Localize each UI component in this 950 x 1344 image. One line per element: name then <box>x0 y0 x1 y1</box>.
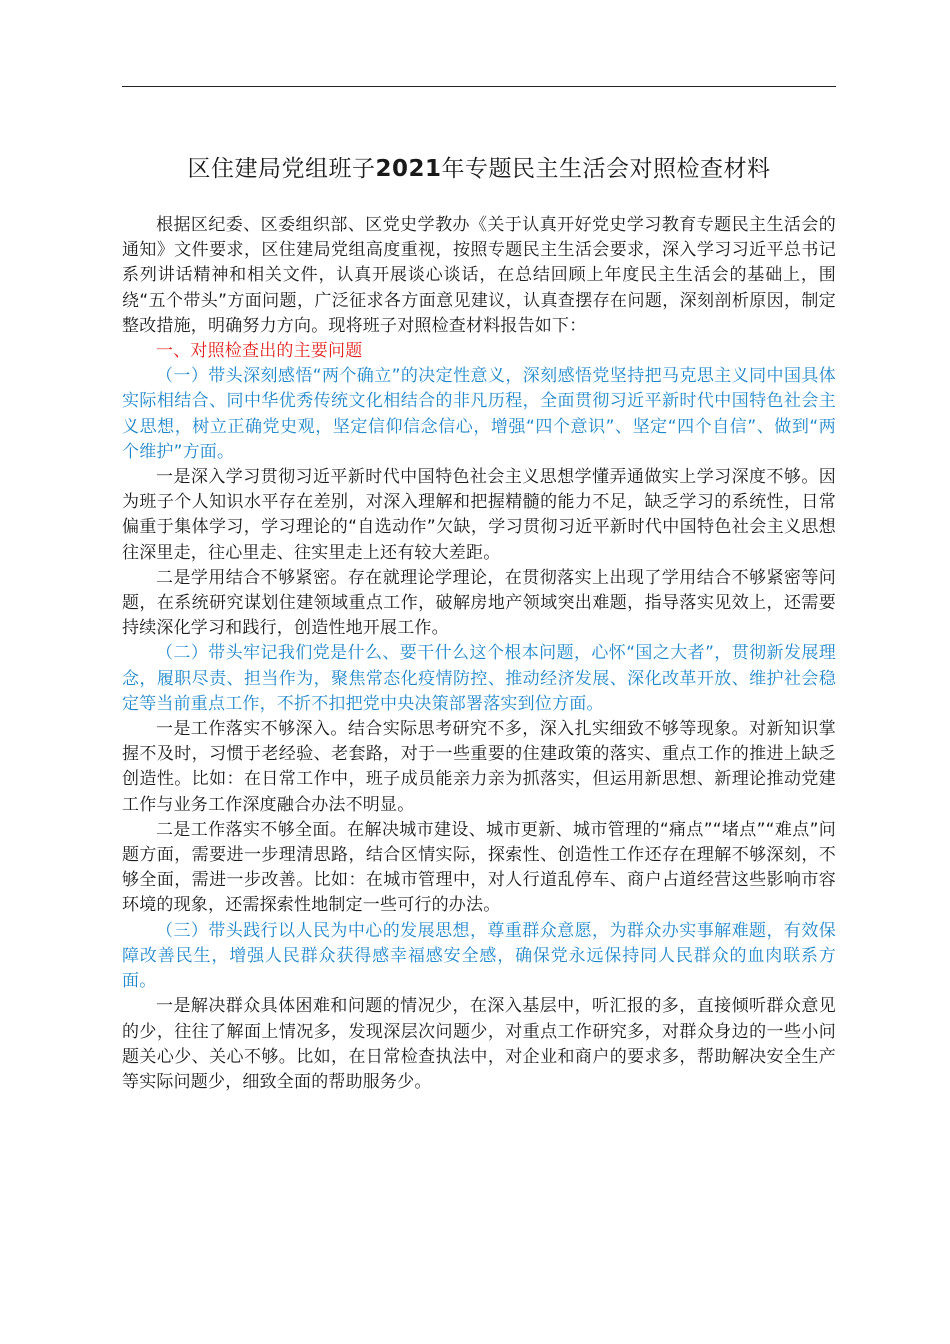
document-title <box>122 152 836 186</box>
header-rule <box>122 86 836 87</box>
title-suffix: 年专题民主生活会对照检查材料 <box>441 156 771 182</box>
document-body <box>122 213 836 1095</box>
paragraph-1-2: 二是学用结合不够紧密。存在就理论学理论，在贯彻落实上出现了学用结合不够紧密等问题，在系统研究谋划住建领域重点工作，破解房地产领域突出难题，指导落实见效上，还需要持续深化学习和践行，创造性地开展工作。 <box>122 567 836 639</box>
title-year: 2021 <box>375 156 442 182</box>
subsection-heading-2: （二）带头牢记我们党是什么、要干什么这个根本问题，心怀“国之大者”，贯彻新发展理念，履职尽责、担当作为，聚焦常态化疫情防控、推动经济发展、深化改革开放、维护社会稳定等当前重点工作，不折不扣把党中央决策部署落实到位方面。 <box>122 643 836 714</box>
paragraph-1-1: 一是深入学习贯彻习近平新时代中国特色社会主义思想学懂弄通做实上学习深度不够。因为班子个人知识水平存在差别，对深入理解和把握精髓的能力不足，缺乏学习的系统性，日常偏重于集体学习，学习理论的“自选动作”欠缺，学习贯彻习近平新时代中国特色社会主义思想往深里走，往心里走、往实里走上还有较大差距。 <box>122 467 836 563</box>
paragraph-3-1: 一是解决群众具体困难和问题的情况少，在深入基层中，听汇报的多，直接倾听群众意见的少，往往了解面上情况多，发现深层次问题少，对重点工作研究多，对群众身边的一些小问题关心少、关心不够。比如，在日常检查执法中，对企业和商户的要求多，帮助解决安全生产等实际问题少，细致全面的帮助服务少。 <box>122 996 836 1092</box>
intro-paragraph: 根据区纪委、区委组织部、区党史学教办《关于认真开好党史学习教育专题民主生活会的通知》文件要求，区住建局党组高度重视，按照专题民主生活会要求，深入学习习近平总书记系列讲话精神和相关文件，认真开展谈心谈话，在总结回顾上年度民主生活会的基础上，围绕“五个带头”方面问题，广泛征求各方面意见建议，认真查摆存在问题，深刻剖析原因，制定整改措施，明确努力方向。现将班子对照检查材料报告如下： <box>122 215 836 336</box>
section-heading-main-problems: 一、对照检查出的主要问题 <box>156 341 363 362</box>
title-prefix: 区住建局党组班子 <box>187 156 376 182</box>
paragraph-2-2: 二是工作落实不够全面。在解决城市建设、城市更新、城市管理的“痛点”“堵点”“难点”问题方面，需要进一步理清思路，结合区情实际，探索性、创造性工作还存在理解不够深刻，不够全面，需进一步改善。比如：在城市管理中，对人行道乱停车、商户占道经营这些影响市容环境的现象，还需探索性地制定一些可行的办法。 <box>122 819 836 916</box>
paragraph-2-1: 一是工作落实不够深入。结合实际思考研究不多，深入扎实细致不够等现象。对新知识掌握不及时，习惯于老经验、老套路，对于一些重要的住建政策的落实、重点工作的推进上缺乏创造性。比如：在日常工作中，班子成员能亲力亲为抓落实，但运用新思想、新理论推动党建工作与业务工作深度融合办法不明显。 <box>122 719 836 815</box>
subsection-heading-3: （三）带头践行以人民为中心的发展思想，尊重群众意愿，为群众办实事解难题，有效保障改善民生，增强人民群众获得感幸福感安全感，确保党永远保持同人民群众的血肉联系方面。 <box>122 920 836 992</box>
subsection-heading-1: （一）带头深刻感悟“两个确立”的决定性意义，深刻感悟党坚持把马克思主义同中国具体实际相结合、同中华优秀传统文化相结合的非凡历程，全面贯彻习近平新时代中国特色社会主义思想，树立正确党史观，坚定信仰信念信心，增强“四个意识”、坚定“四个自信”、做到“两个维护”方面。 <box>122 366 836 462</box>
